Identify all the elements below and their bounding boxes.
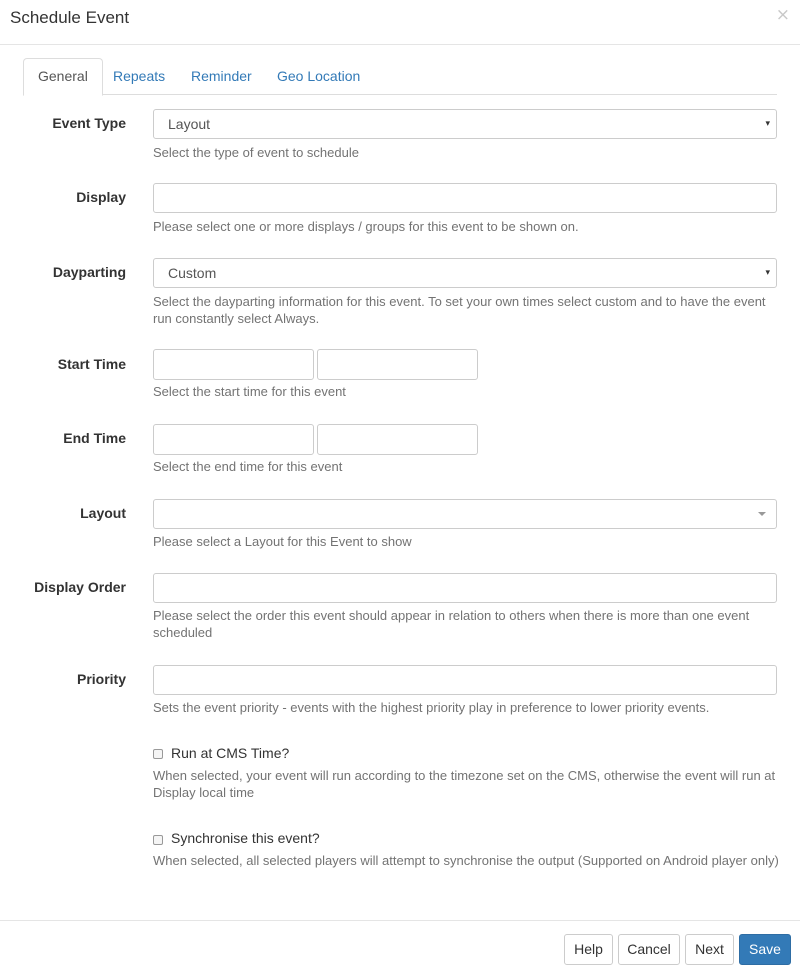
tab-reminder[interactable]: Reminder [191,68,252,84]
run-at-cms-time-help: When selected, your event will run according to the timezone set on the CMS, otherwise the event will run at Display local time [153,768,776,800]
display-label: Display [76,189,126,205]
event-type-label: Event Type [52,115,126,131]
dayparting-select[interactable] [153,258,777,288]
chevron-down-icon: ▾ [765,119,770,129]
tab-bar [23,58,777,95]
event-type-value: Layout [168,116,211,132]
layout-label: Layout [80,505,126,521]
save-button[interactable]: Save [739,934,791,965]
display-help: Please select one or more displays / groups for this event to be shown on. [153,219,579,234]
help-button[interactable]: Help [564,934,613,965]
event-type-help: Select the type of event to schedule [153,145,359,160]
dayparting-value: Custom [168,265,217,281]
next-button[interactable]: Next [685,934,734,965]
start-time-help: Select the start time for this event [153,384,346,399]
end-time-label: End Time [63,430,126,446]
layout-select[interactable] [153,499,777,529]
layout-help: Please select a Layout for this Event to show [153,534,412,549]
event-type-select[interactable] [153,109,777,139]
synchronise-help: When selected, all selected players will attempt to synchronise the output (Supported on Android player only) [153,853,779,868]
end-time-input[interactable] [317,424,478,455]
modal-header [0,0,800,45]
modal-title: Schedule Event [10,8,130,27]
synchronise-checkbox[interactable] [153,835,163,845]
dayparting-help: Select the dayparting information for this event. To set your own times select custom and to have the event run constantly select Always. [153,294,766,326]
tab-general[interactable]: General [23,58,103,96]
run-at-cms-time-label[interactable]: Run at CMS Time? [171,745,290,761]
modal-footer [0,920,800,968]
priority-label: Priority [76,671,126,687]
priority-help: Sets the event priority - events with the highest priority play in preference to lower priority events. [153,700,710,715]
cancel-button[interactable]: Cancel [618,934,680,965]
close-icon[interactable]: × [775,5,790,25]
dayparting-label: Dayparting [52,264,126,280]
start-date-input[interactable] [153,349,314,380]
display-order-input[interactable] [153,573,777,603]
end-date-input[interactable] [153,424,314,455]
priority-input[interactable] [153,665,777,695]
chevron-down-icon: ▾ [765,268,770,278]
end-time-help: Select the end time for this event [153,459,343,474]
tab-geo-location[interactable]: Geo Location [277,68,361,84]
tab-repeats[interactable]: Repeats [113,68,166,84]
display-order-help: Please select the order this event should appear in relation to others when there is more than one event scheduled [153,608,750,640]
display-order-label: Display Order [34,579,126,595]
start-time-input[interactable] [317,349,478,380]
run-at-cms-time-checkbox[interactable] [153,749,163,759]
display-input[interactable] [153,183,777,213]
start-time-label: Start Time [57,356,126,372]
caret-down-icon [758,512,766,516]
synchronise-label[interactable]: Synchronise this event? [171,830,320,846]
